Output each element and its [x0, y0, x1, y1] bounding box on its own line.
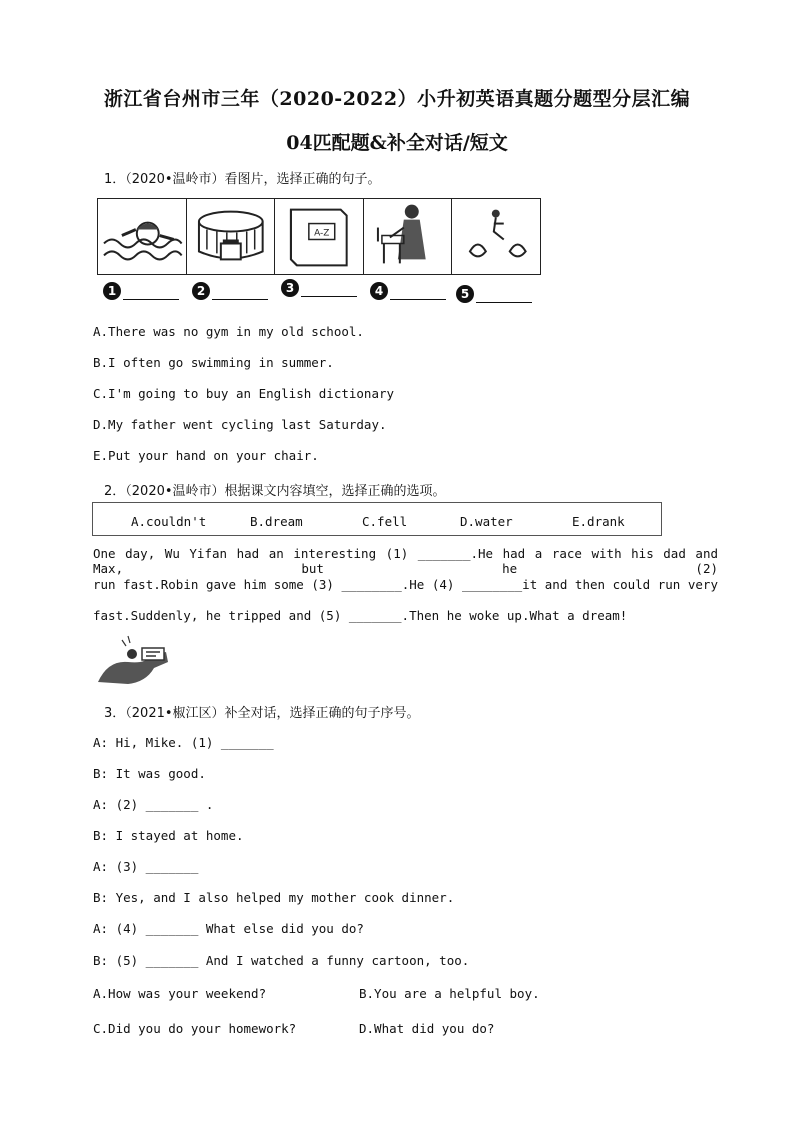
q2-option-box: [92, 502, 662, 536]
q1-option-d: D.My father went cycling last Saturday.: [93, 417, 387, 432]
number-badge-1: 1: [103, 282, 121, 300]
q2-passage-line-3: fast.Suddenly, he tripped and (5) _______.Then he woke up.What a dream!: [93, 608, 628, 623]
dialogue-line-6: B: Yes, and I also helped my mother cook dinner.: [93, 890, 455, 905]
q2-option-c: C.fell: [362, 514, 408, 529]
dictionary-icon: [275, 199, 364, 274]
number-badge-3: 3: [281, 279, 299, 297]
sleeping-dreamer-illustration: [96, 634, 170, 686]
number-badge-4: 4: [370, 282, 388, 300]
q1-option-a: A.There was no gym in my old school.: [93, 324, 364, 339]
swimmer-icon: [98, 199, 187, 274]
dialogue-line-7: A: (4) _______ What else did you do?: [93, 921, 364, 936]
answer-blank[interactable]: [476, 288, 532, 303]
q2-option-a: A.couldn't: [131, 514, 207, 529]
dialogue-line-8: B: (5) _______ And I watched a funny cartoon, too.: [93, 953, 470, 968]
answer-blank[interactable]: [390, 285, 446, 300]
document-subtitle: 04匹配题&补全对话/短文: [286, 132, 508, 154]
q2-option-e: E.drank: [572, 514, 625, 529]
q3-option-d: D.What did you do?: [359, 1021, 495, 1036]
q2-stem: 2．（2020•温岭市）根据课文内容填空，选择正确的选项。: [104, 484, 446, 499]
number-badge-5: 5: [456, 285, 474, 303]
q1-answer-slot-2: [192, 282, 268, 300]
svg-text:A-Z: A-Z: [314, 228, 330, 239]
girl-with-chair-icon: [364, 199, 453, 274]
q3-option-b: B.You are a helpful boy.: [359, 986, 540, 1001]
q1-option-b: B.I often go swimming in summer.: [93, 355, 334, 370]
number-badge-2: 2: [192, 282, 210, 300]
cyclist-icon: [452, 199, 540, 274]
answer-blank[interactable]: [301, 282, 357, 297]
q1-option-e: E.Put your hand on your chair.: [93, 448, 319, 463]
q3-stem: 3．（2021•椒江区）补全对话，选择正确的句子序号。: [104, 706, 420, 721]
q1-option-c: C.I'm going to buy an English dictionary: [93, 386, 395, 401]
q2-option-d: D.water: [460, 514, 513, 529]
q1-picture-strip: [97, 198, 541, 275]
dialogue-line-5: A: (3) _______: [93, 859, 199, 874]
dialogue-line-2: B: It was good.: [93, 766, 206, 781]
q1-answer-slot-3: [281, 279, 357, 297]
dialogue-line-4: B: I stayed at home.: [93, 828, 244, 843]
document-title: 浙江省台州市三年（2020-2022）小升初英语真题分题型分层汇编: [103, 88, 691, 110]
q2-passage-line-2: run fast.Robin gave him some (3) ________.He (4) ________it and then could run very: [93, 577, 718, 592]
q1-stem: 1．（2020•温岭市）看图片，选择正确的句子。: [104, 172, 381, 187]
q3-option-c: C.Did you do your homework?: [93, 1021, 297, 1036]
answer-blank[interactable]: [212, 285, 268, 300]
q2-option-b: B.dream: [250, 514, 303, 529]
dialogue-line-1: A: Hi, Mike. (1) _______: [93, 735, 274, 750]
q3-option-a: A.How was your weekend?: [93, 986, 267, 1001]
q1-answer-slot-1: [103, 282, 179, 300]
dialogue-line-3: A: (2) _______ .: [93, 797, 214, 812]
q1-answer-slot-5: [456, 285, 532, 303]
answer-blank[interactable]: [123, 285, 179, 300]
q1-answer-slot-4: [370, 282, 446, 300]
q2-passage-line-1: One day, Wu Yifan had an interesting (1) _______.He had a race with his dad and Max, but he (2): [93, 546, 718, 576]
gym-building-icon: [187, 199, 276, 274]
